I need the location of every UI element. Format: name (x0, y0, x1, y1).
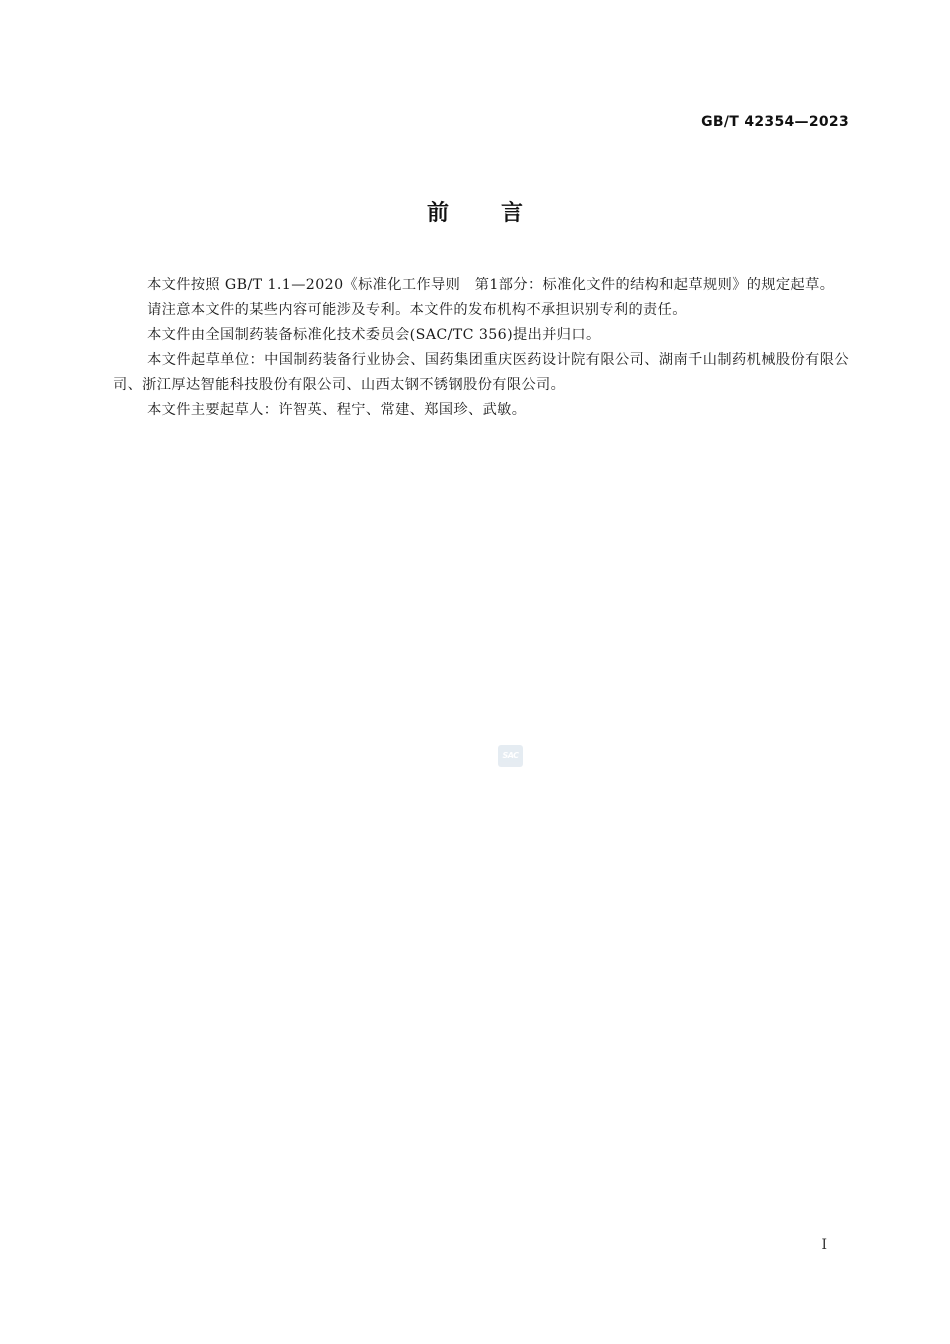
foreword-body (113, 273, 849, 423)
paragraph-drafting-rules: 本文件按照 GB/T 1.1—2020《标准化工作导则 第1部分：标准化文件的结构和起草规则》的规定起草。 (147, 277, 835, 293)
page-title: 前言 (426, 201, 575, 226)
paragraph-patent-notice: 请注意本文件的某些内容可能涉及专利。本文件的发布机构不承担识别专利的责任。 (147, 302, 687, 318)
paragraph-drafters: 本文件主要起草人：许智英、程宁、常建、郑国珍、武敏。 (147, 402, 527, 418)
paragraph-proposing-body: 本文件由全国制药装备标准化技术委员会(SAC/TC 356)提出并归口。 (147, 327, 601, 343)
page-number: I (821, 1237, 827, 1253)
paragraph-drafting-units: 本文件起草单位：中国制药装备行业协会、国药集团重庆医药设计院有限公司、湖南千山制药机械股份有限公司、浙江厚达智能科技股份有限公司、山西太钢不锈钢股份有限公司。 (113, 352, 849, 393)
sac-watermark-logo: SAC (498, 745, 523, 767)
standard-code: GB/T 42354—2023 (701, 114, 849, 130)
